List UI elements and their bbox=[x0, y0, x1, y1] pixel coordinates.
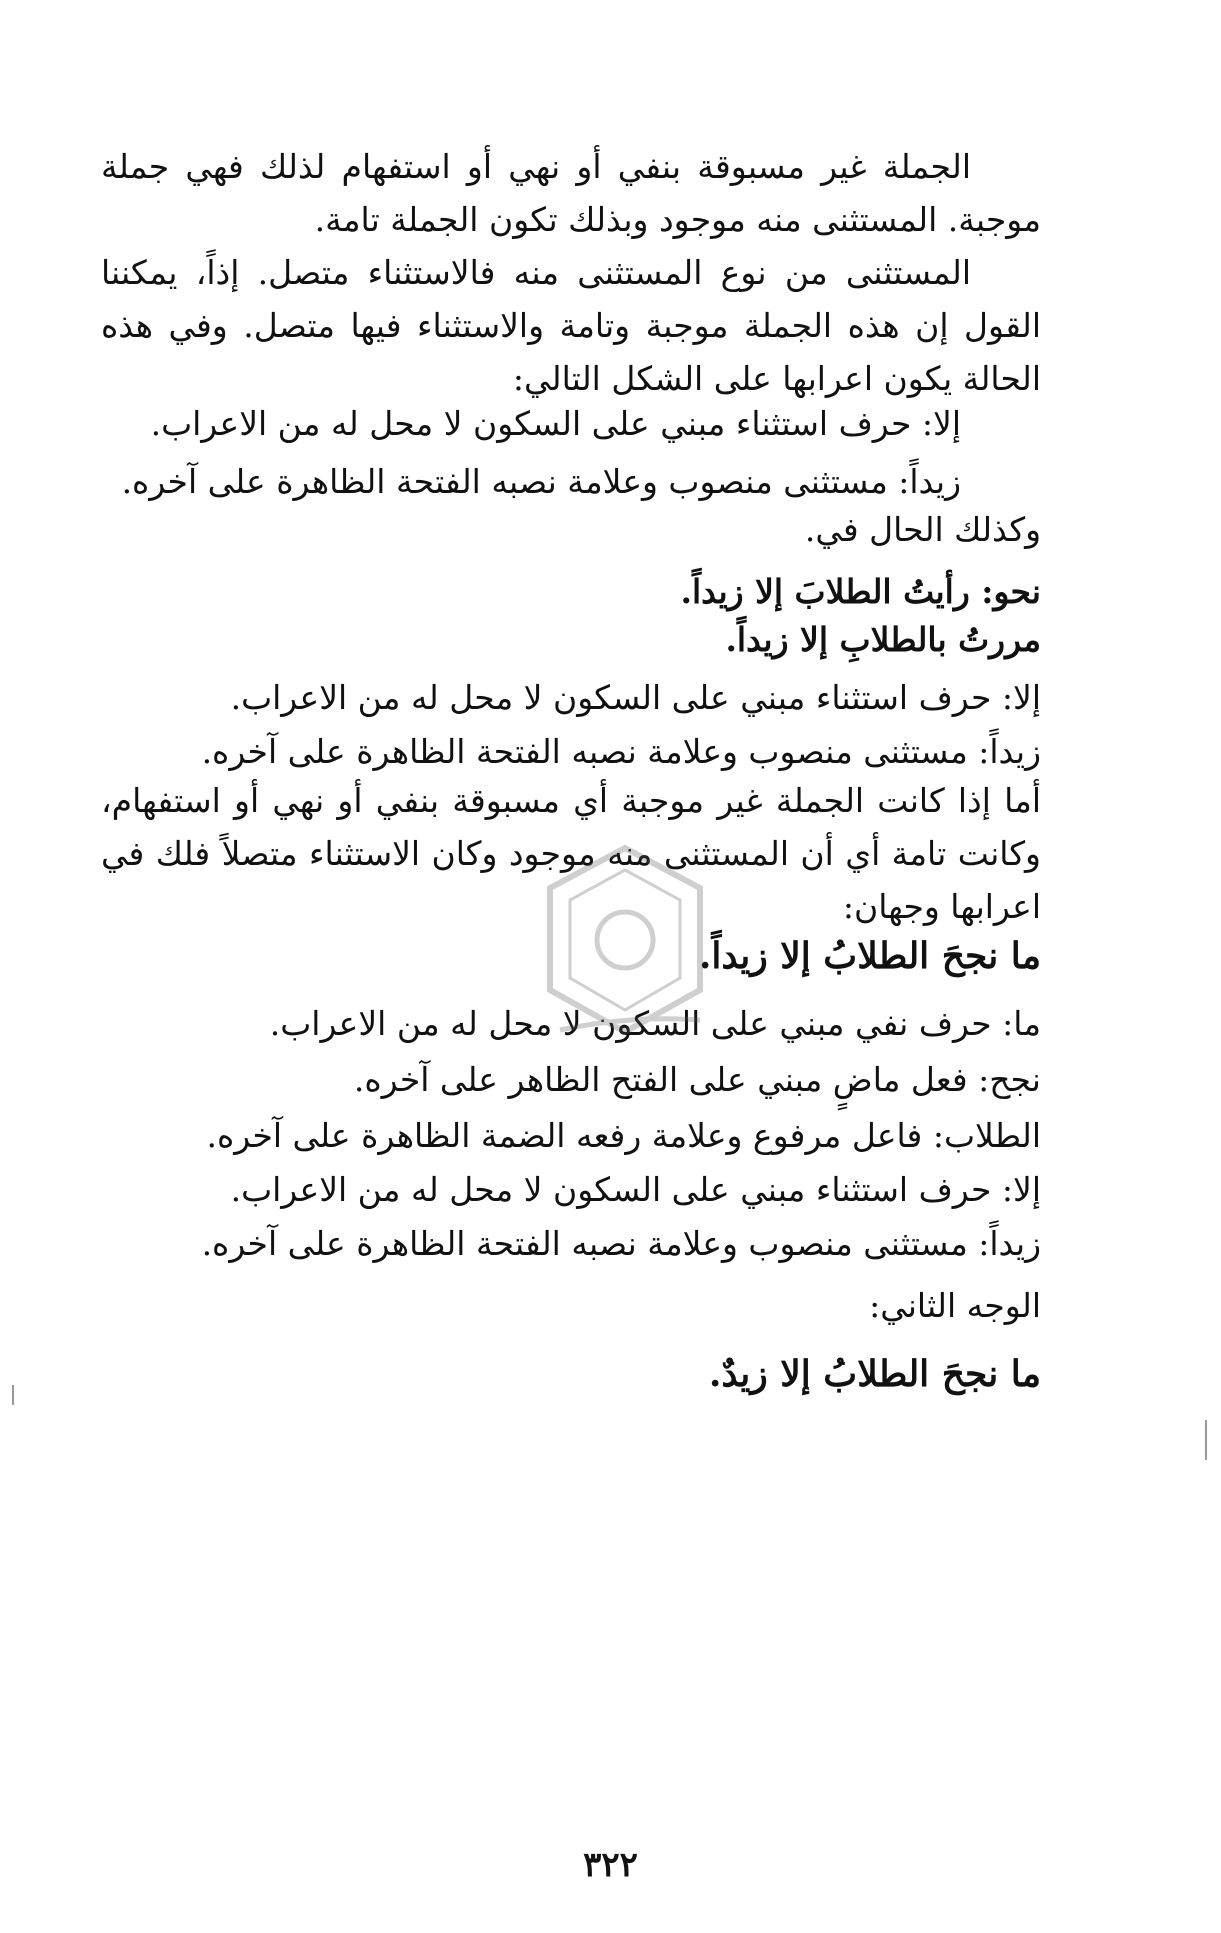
irab-tullab: الطلاب: فاعل مرفوع وعلامة رفعه الضمة الظاهرة على آخره. bbox=[206, 1116, 1041, 1155]
scan-mark bbox=[12, 1385, 14, 1405]
paragraph-1: الجملة غير مسبوقة بنفي أو نهي أو استفهام لذلك فهي جملة موجبة. المستثنى منه موجود وبذلك تكون الجملة تامة. bbox=[101, 147, 1041, 239]
example-1-line-2: مررتُ بالطلابِ إلا زيداً. bbox=[725, 620, 1041, 659]
example-1-line-1: نحو: رأيتُ الطلابَ إلا زيداً. bbox=[680, 572, 1041, 611]
irab-zaydan-2: زيداً: مستثنى منصوب وعلامة نصبه الفتحة الظاهرة على آخره. bbox=[201, 732, 1041, 771]
paragraph-3: أما إذا كانت الجملة غير موجبة أي مسبوقة بنفي أو نهي أو استفهام، وكانت تامة أي أن المستثنى منه موجود وكان الاستثناء متصلاً فلك في اعرابها وجهان: bbox=[101, 781, 1041, 926]
scan-mark bbox=[1205, 1420, 1207, 1460]
example-3: ما نجحَ الطلابُ إلا زيدٌ. bbox=[708, 1353, 1041, 1395]
irab-zaydan-3: زيداً: مستثنى منصوب وعلامة نصبه الفتحة الظاهرة على آخره. bbox=[201, 1224, 1041, 1263]
irab-najaha: نجح: فعل ماضٍ مبني على الفتح الظاهر على آخره. bbox=[353, 1060, 1041, 1099]
irab-illa-2: إلا: حرف استثناء مبني على السكون لا محل له من الاعراب. bbox=[230, 678, 1041, 717]
irab-illa-1: إلا: حرف استثناء مبني على السكون لا محل له من الاعراب. bbox=[150, 404, 961, 443]
irab-ma: ما: حرف نفي مبني على السكون لا محل له من الاعراب. bbox=[269, 1004, 1041, 1043]
kadhalika-line: وكذلك الحال في. bbox=[804, 510, 1041, 549]
irab-illa-3: إلا: حرف استثناء مبني على السكون لا محل له من الاعراب. bbox=[230, 1170, 1041, 1209]
library-stamp-watermark bbox=[540, 840, 710, 1040]
second-way-label: الوجه الثاني: bbox=[869, 1286, 1041, 1325]
page-number: ٣٢٢ bbox=[583, 1845, 638, 1885]
irab-zaydan-1: زيداً: مستثنى منصوب وعلامة نصبه الفتحة الظاهرة على آخره. bbox=[121, 462, 961, 501]
example-2: ما نجحَ الطلابُ إلا زيداً. bbox=[698, 935, 1041, 977]
paragraph-2: المستثنى من نوع المستثنى منه فالاستثناء متصل. إذاً، يمكننا القول إن هذه الجملة موجبة وتامة والاستثناء فيها متصل. وفي هذه الحالة يكون اعرابها على الشكل التالي: bbox=[101, 253, 1041, 398]
